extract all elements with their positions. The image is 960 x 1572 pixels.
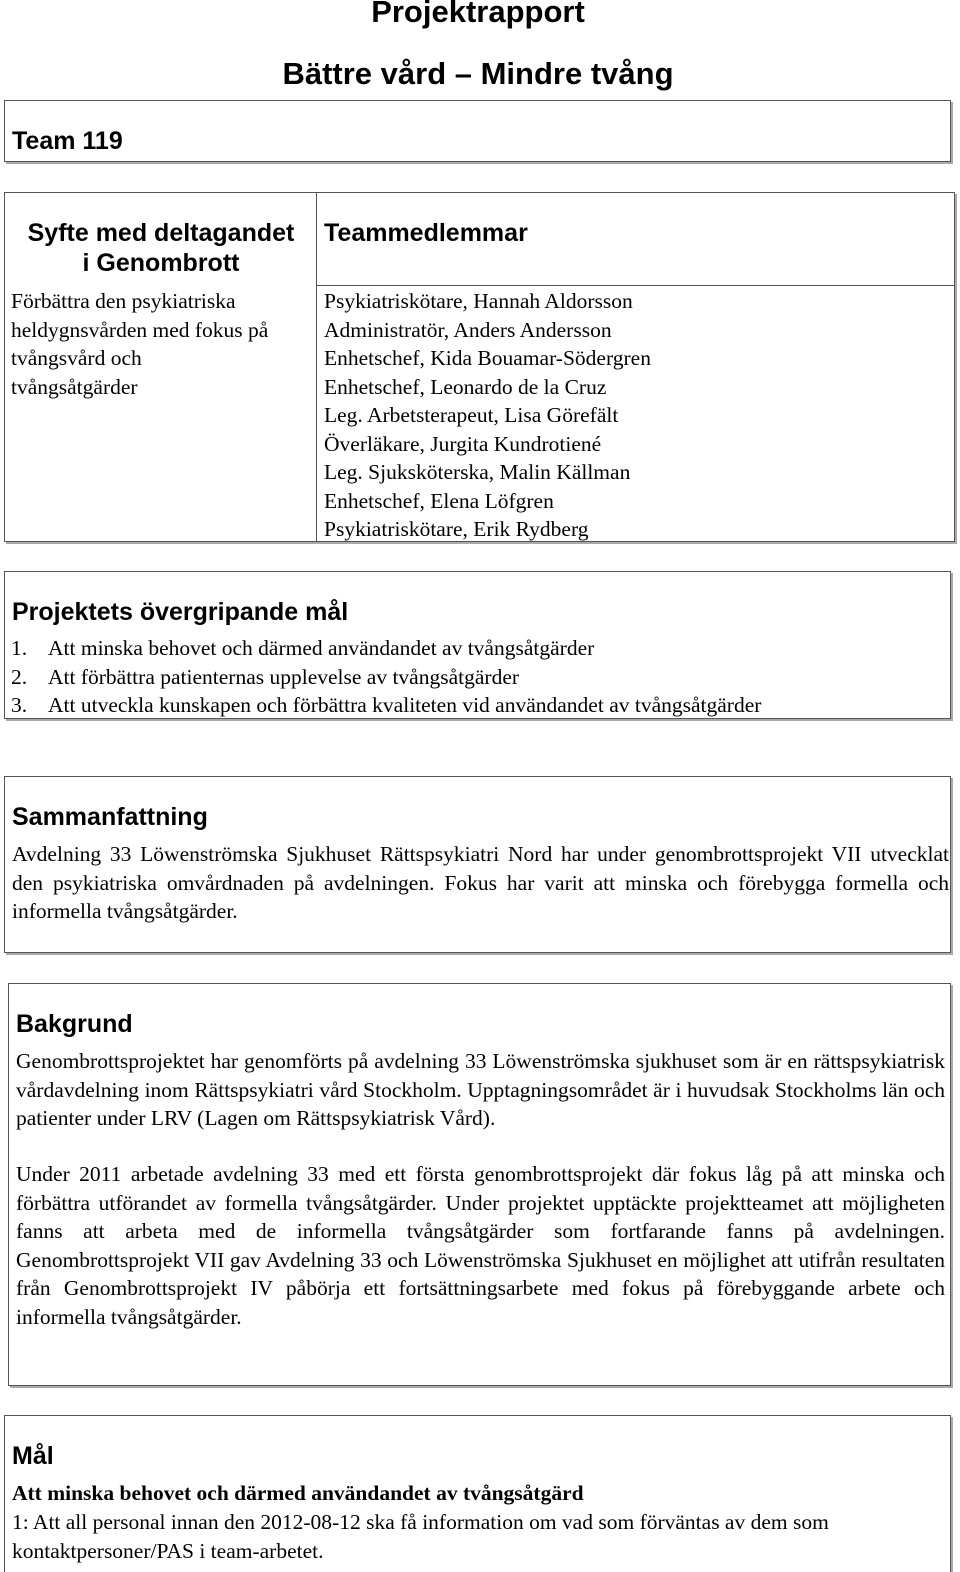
member-item: Administratör, Anders Andersson (324, 317, 612, 342)
mal-bold-line: Att minska behovet och därmed användandet av tvångsåtgärd (12, 1481, 584, 1505)
summary-heading: Sammanfattning (12, 803, 208, 831)
background-para-1: Genombrottsprojektet har genomförts på avdelning 33 Löwenströmska sjukhuset som är en rättspsykiatrisk vårdavdelning inom Rättspsykiatri vård Stockholm. Upptagningsområdet är i huvudsak Stockholms län och patienter under LRV (Lagen om Rättspsykiatrisk Vård). (16, 1049, 945, 1130)
goal-number: 1. (11, 636, 28, 660)
goal-number: 2. (11, 664, 28, 689)
background-heading: Bakgrund (16, 1010, 133, 1038)
mal-text: 1: Att all personal innan den 2012-08-12 ska få information om vad som förväntas av dem som kontaktpersoner/PAS i team-arbetet. (12, 1510, 829, 1563)
summary-box (4, 776, 951, 953)
purpose-members-box (4, 192, 955, 542)
goals-box (4, 571, 951, 719)
goal-item (11, 663, 948, 692)
goal-text: Att förbättra patienternas upplevelse av tvångsåtgärder (48, 664, 520, 689)
purpose-line: tvångsåtgärder (11, 374, 138, 399)
purpose-line: tvångsvård och (11, 346, 142, 370)
mal-heading: Mål (12, 1442, 54, 1470)
member-item: Enhetschef, Kida Bouamar-Södergren (324, 346, 651, 370)
goal-text: Att utveckla kunskapen och förbättra kvaliteten vid användandet av tvångsåtgärder (48, 693, 762, 717)
purpose-line: Förbättra den psykiatriska (11, 289, 236, 313)
member-item: Psykiatriskötare, Erik Rydberg (324, 517, 589, 541)
member-item: Psykiatriskötare, Hannah Aldorsson (324, 289, 633, 313)
team-box (4, 100, 951, 162)
members-list (324, 287, 949, 544)
members-heading: Teammedlemmar (324, 219, 528, 247)
report-subtitle: Bättre vård – Mindre tvång (282, 56, 674, 91)
goals-list (11, 634, 948, 720)
member-item: Överläkare, Jurgita Kundrotiené (324, 431, 602, 456)
member-item: Leg. Sjuksköterska, Malin Källman (324, 460, 631, 484)
background-para-2: Under 2011 arbetade avdelning 33 med ett första genombrottsprojekt där fokus låg på att minska och förbättra utförandet av formella tvångsåtgärder. Under projektet upptäckte projektteamet att möjligheten fanns att arbeta med de informella tvångsåtgärder som fortfarande fanns på avdelningen. Genombrottsprojekt VII gav Avdelning 33 och Löwenströmska Sjukhuset en möjlighet att utifrån resultaten från Genombrottsprojekt IV påbörja ett fortsättningsarbete med fokus på förebyggande arbete och informella tvångsåtgärder. (16, 1162, 945, 1329)
purpose-text (11, 287, 315, 401)
goal-text: Att minska behovet och därmed användandet av tvångsåtgärder (48, 636, 595, 660)
goal-item (11, 691, 948, 720)
member-item: Leg. Arbetsterapeut, Lisa Görefält (324, 403, 619, 427)
members-column (317, 193, 954, 541)
goals-heading: Projektets övergripande mål (12, 598, 349, 626)
summary-text: Avdelning 33 Löwenströmska Sjukhuset Rättspsykiatri Nord har under genombrottsprojekt VII utvecklat den psykiatriska omvårdnaden på avdelningen. Fokus har varit att minska och förebygga formella och informella tvångsåtgärder. (12, 842, 949, 923)
purpose-line: heldygnsvården med fokus på (11, 317, 269, 342)
purpose-heading: Syfte med deltagandet i Genombrott (27, 219, 295, 277)
goal-item (11, 634, 948, 663)
members-heading-row (317, 193, 954, 286)
background-box (8, 983, 951, 1386)
report-title: Projektrapport (371, 0, 585, 29)
purpose-column (5, 193, 317, 541)
member-item: Enhetschef, Leonardo de la Cruz (324, 374, 607, 399)
member-item: Enhetschef, Elena Löfgren (324, 488, 554, 513)
goal-number: 3. (11, 693, 28, 717)
mal-box (4, 1415, 951, 1572)
team-label: Team 119 (12, 127, 123, 155)
